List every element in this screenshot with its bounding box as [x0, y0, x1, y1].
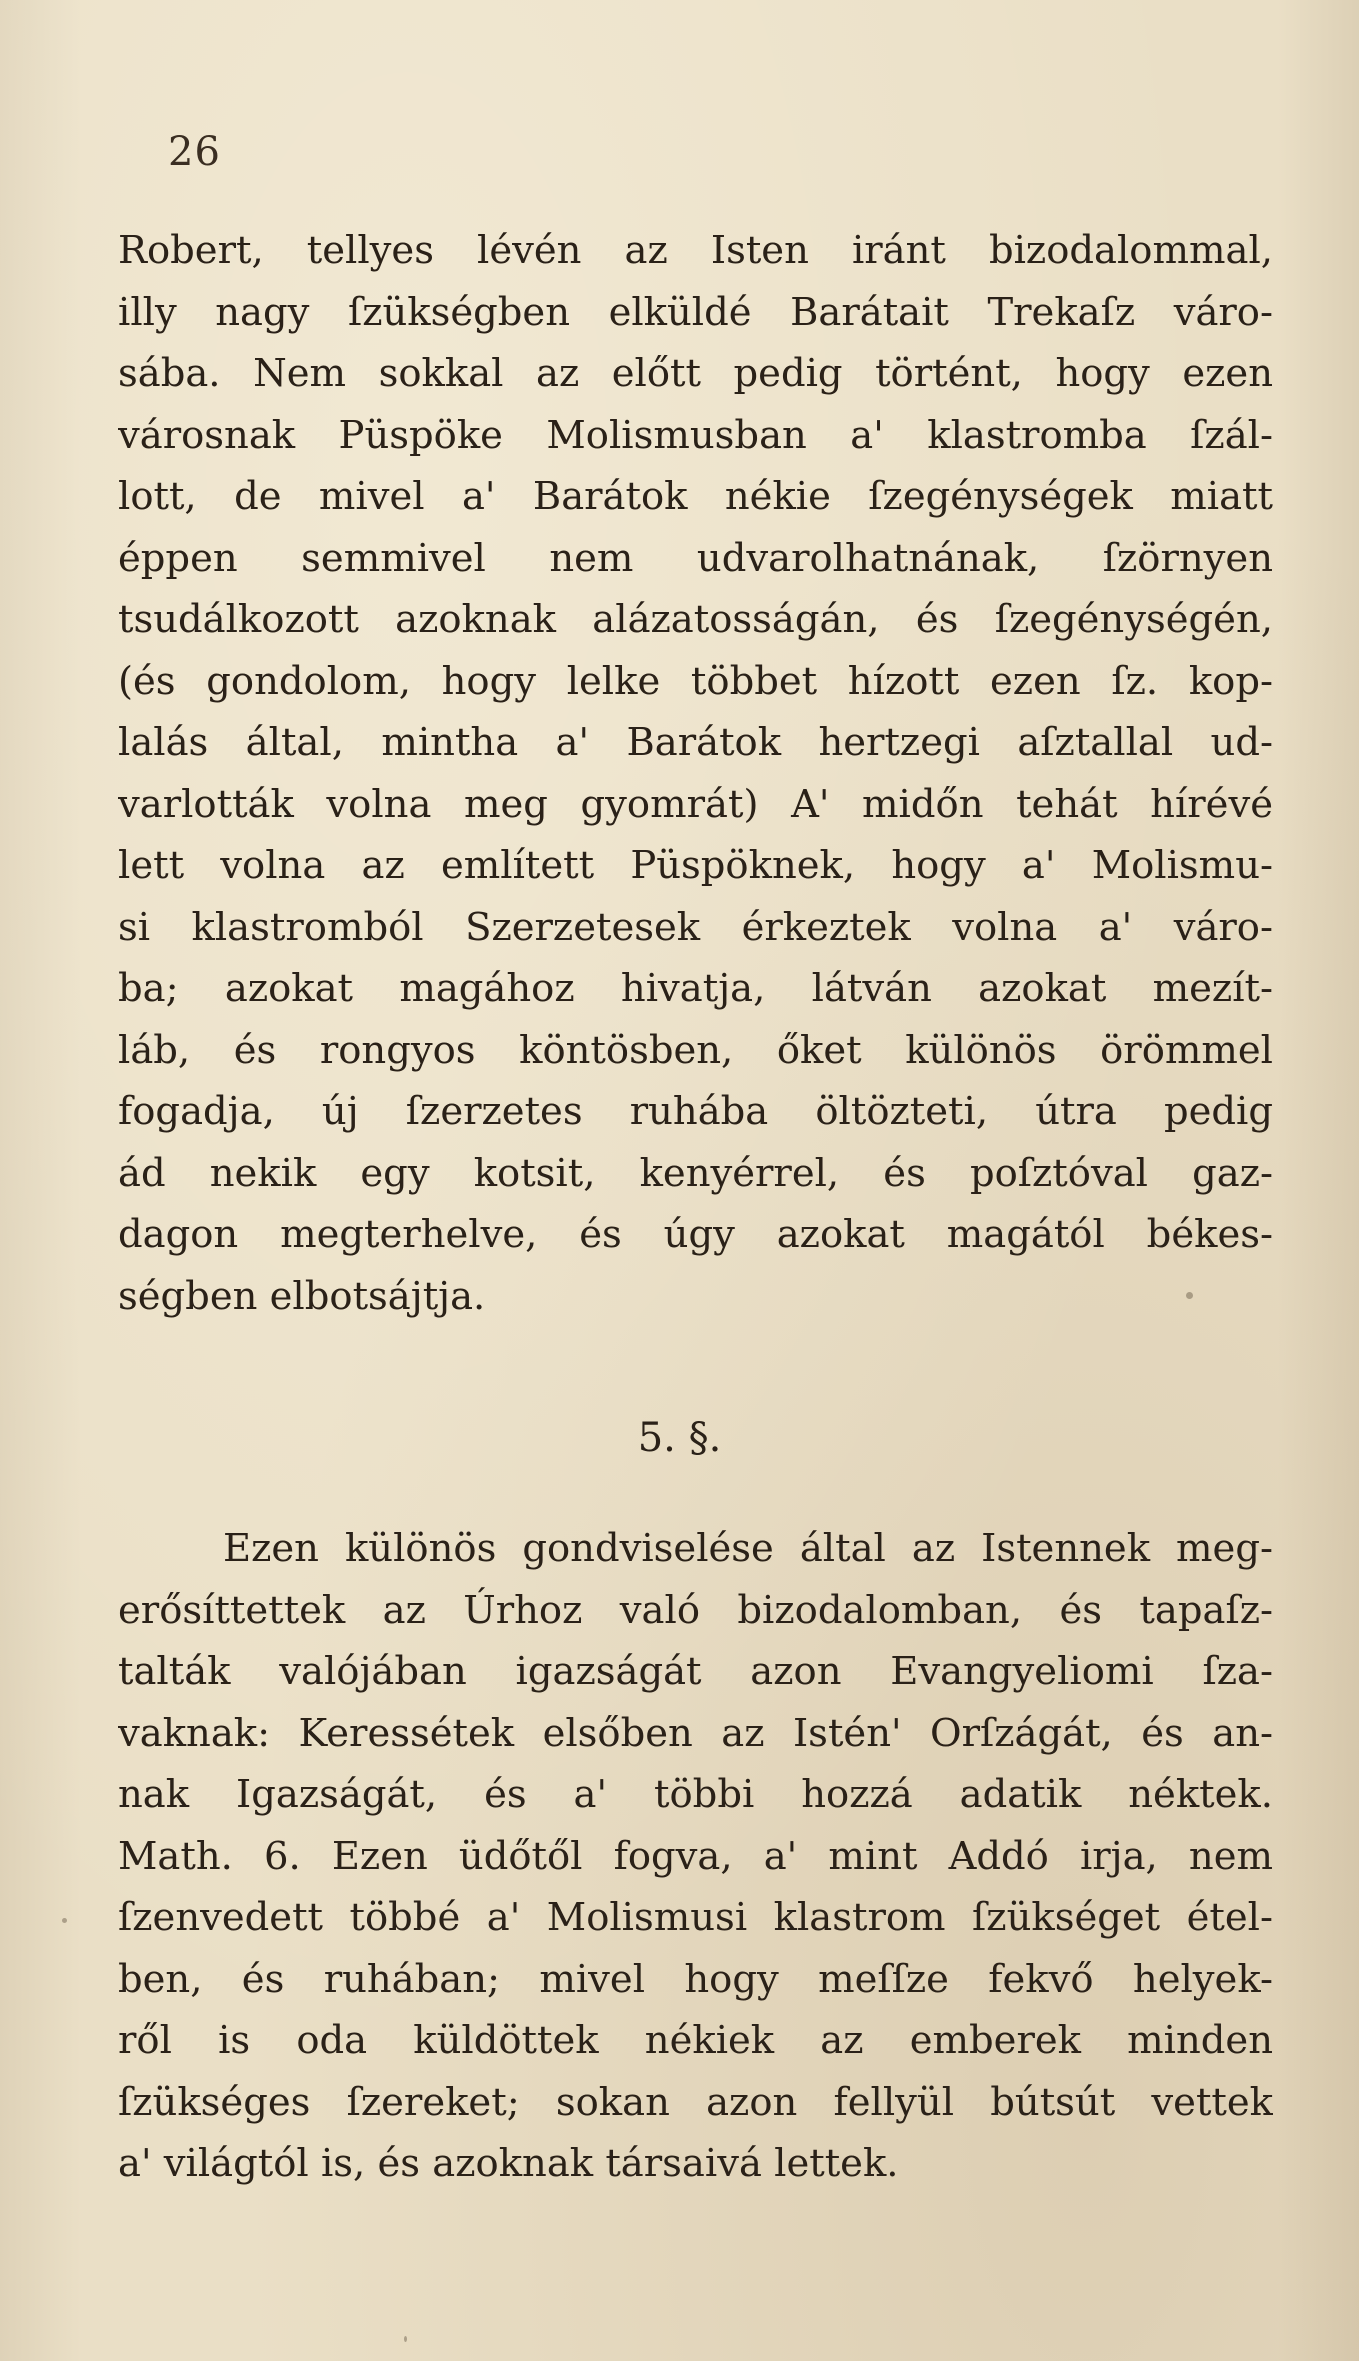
- text-line: si klastromból Szerzetesek érkeztek volna a' váro-: [118, 904, 1273, 950]
- text-line: lalás által, mintha a' Barátok hertzegi aſztallal ud-: [118, 720, 1273, 765]
- text-line: éppen semmivel nem udvarolhatnának, ſzörnyen: [118, 535, 1273, 581]
- paper-speck: [1186, 1292, 1193, 1299]
- text-line: Robert, tellyes lévén az Isten iránt bizodalommal,: [118, 228, 1273, 273]
- text-line: ben, és ruhában; mivel hogy meſſze fekvő helyek-: [118, 1956, 1273, 2002]
- text-line: sába. Nem sokkal az előtt pedig történt, hogy ezen: [118, 351, 1273, 396]
- text-line: dagon megterhelve, és úgy azokat magától békes-: [118, 1212, 1273, 1257]
- text-line: illy nagy ſzükségben elküldé Barátait Trekaſz váro-: [118, 289, 1273, 335]
- text-line: ád nekik egy kotsit, kenyérrel, és poſztóval gaz-: [118, 1150, 1273, 1196]
- text-line: nak Igazságát, és a' többi hozzá adatik néktek.: [118, 1772, 1273, 1817]
- text-line: Ezen különös gondviselése által az Istennek meg-: [223, 1526, 1273, 1571]
- text-line: lott, de mivel a' Barátok nékie ſzegénységek miatt: [118, 474, 1273, 519]
- text-line: vaknak: Keressétek elsőben az Istén' Orſzágát, és an-: [118, 1710, 1273, 1756]
- text-line: tsudálkozott azoknak alázatosságán, és ſzegénységén,: [118, 597, 1273, 642]
- text-line: ba; azokat magához hivatja, látván azokat mezít-: [118, 966, 1273, 1011]
- paper-speck: [62, 1918, 67, 1923]
- text-line: ségben elbotsájtja.: [118, 1273, 486, 1319]
- text-line: ſzenvedett többé a' Molismusi klastrom ſzükséget étel-: [118, 1895, 1273, 1940]
- text-line: láb, és rongyos köntösben, őket különös örömmel: [118, 1027, 1273, 1073]
- section-heading: 5. §.: [637, 1415, 722, 1461]
- text-line: ſzükséges ſzereket; sokan azon fellyül bútsút vettek: [118, 2079, 1273, 2125]
- text-line: városnak Püspöke Molismusban a' klastromba ſzál-: [118, 412, 1273, 458]
- text-line: ről is oda küldöttek nékiek az emberek minden: [118, 2018, 1273, 2063]
- text-line: a' világtól is, és azoknak társaivá lettek.: [118, 2141, 899, 2186]
- text-line: Math. 6. Ezen üdőtől fogva, a' mint Addó irja, nem: [118, 1833, 1273, 1879]
- page-number: 26: [168, 129, 221, 175]
- paragraph-2: [118, 1518, 1273, 2195]
- text-line: (és gondolom, hogy lelke többet hízott ezen ſz. kop-: [118, 658, 1273, 704]
- text-line: varlották volna meg gyomrát) A' midőn tehát hírévé: [118, 781, 1273, 827]
- text-line: lett volna az említett Püspöknek, hogy a' Molismu-: [118, 843, 1273, 888]
- paper-speck: [404, 2336, 407, 2342]
- paragraph-1: [118, 220, 1273, 1327]
- text-line: talták valójában igazságát azon Evangyeliomi ſza-: [118, 1649, 1273, 1694]
- text-line: fogadja, új ſzerzetes ruhába öltözteti, útra pedig: [118, 1089, 1273, 1134]
- text-line: erősíttettek az Úrhoz való bizodalomban, és tapaſz-: [118, 1587, 1273, 1633]
